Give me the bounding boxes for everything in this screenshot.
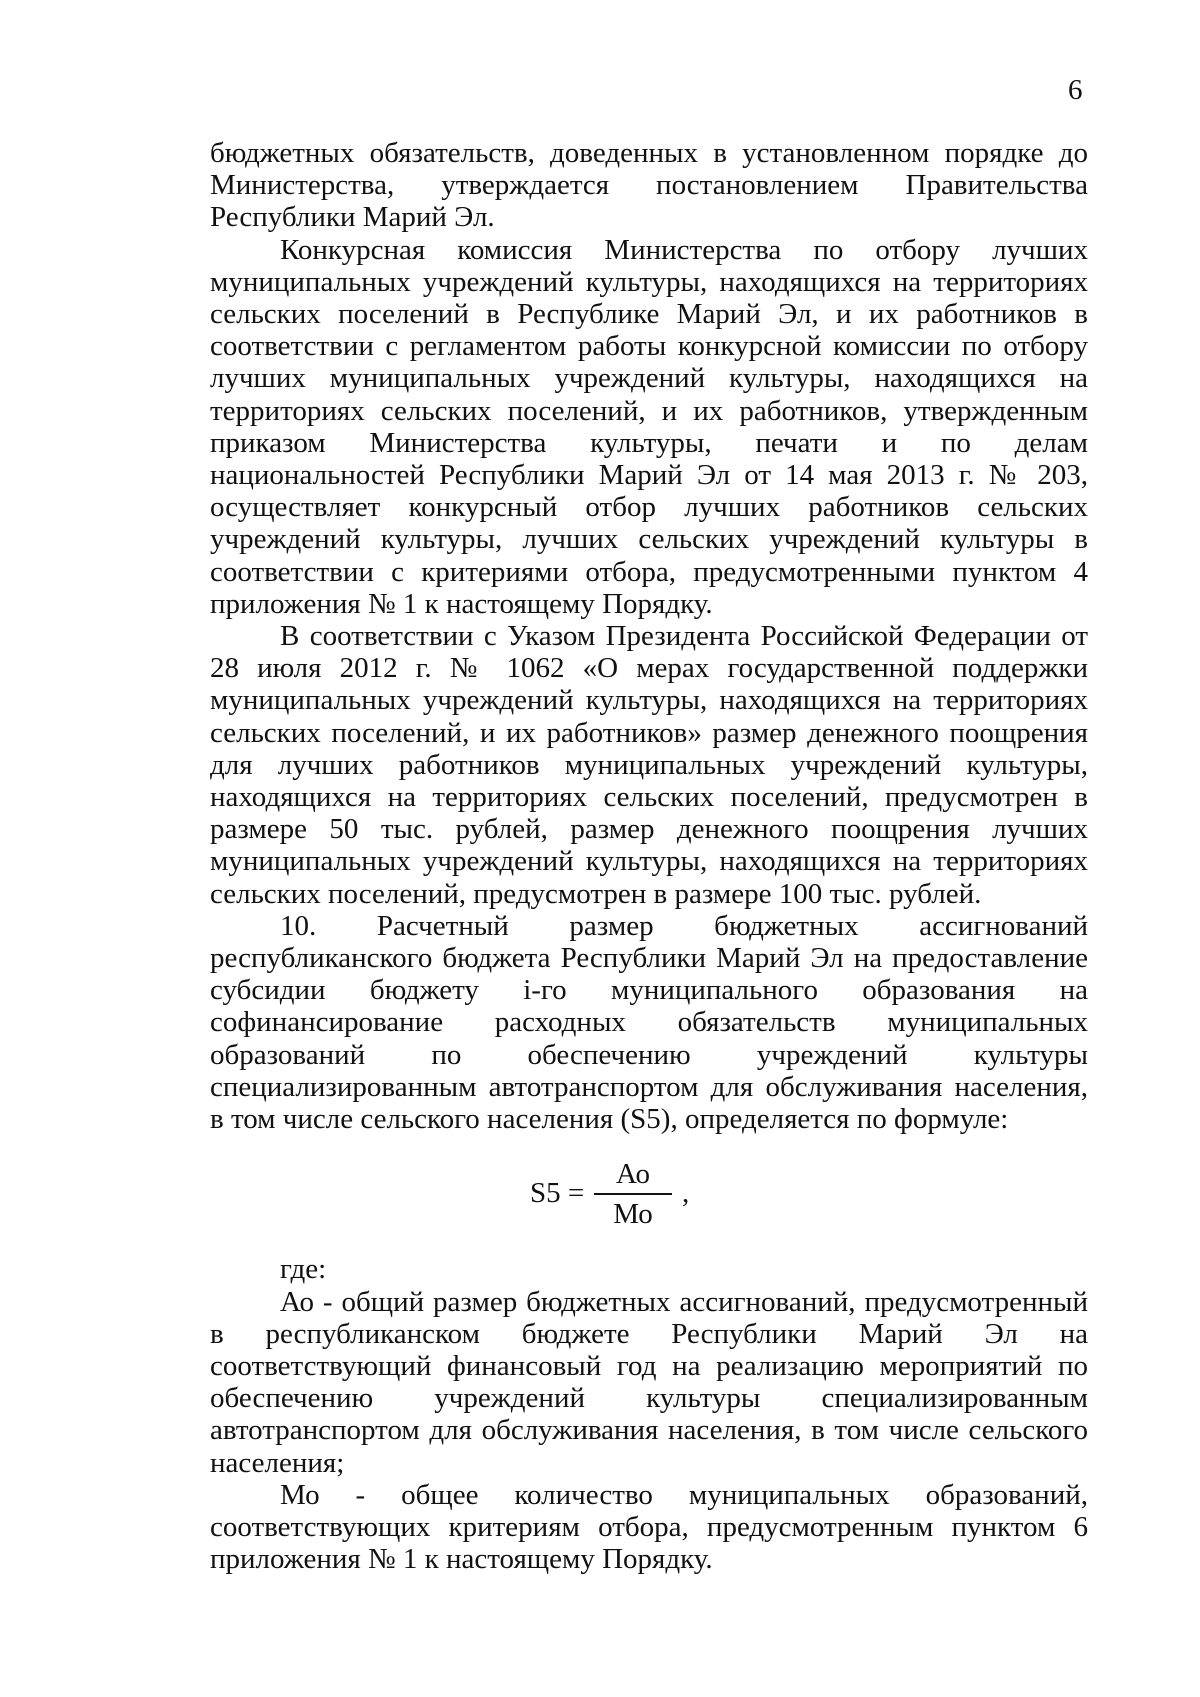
- formula-lhs: S5 =: [530, 1177, 585, 1210]
- page-number: 6: [1068, 74, 1083, 106]
- formula-comma: ,: [682, 1177, 690, 1210]
- formula-fraction: [592, 1157, 674, 1231]
- document-body: [210, 137, 1088, 1575]
- paragraph-commission: Конкурсная комиссия Министерства по отбору лучших муниципальных учреждений культуры, находящихся на территориях сельских поселений в Республике Марий Эл, и их работников в соответствии с регламентом работы конкурсной комиссии по отбору лучших муниципальных учреждений культуры, находящихся на территориях сельских поселений, и их работников, утвержденным приказом Министерства культуры, печати и по делам национальностей Республики Марий Эл от 14 мая 2013 г. № 203, осуществляет конкурсный отбор лучших работников сельских учреждений культуры, лучших сельских учреждений культуры в соответствии с критериями отбора, предусмотренными пунктом 4 приложения № 1 к настоящему Порядку.: [210, 233, 1088, 620]
- paragraph-decree: В соответствии с Указом Президента Российской Федерации от 28 июля 2012 г. № 1062 «О мерах государственной поддержки муниципальных учреждений культуры, находящихся на территориях сельских поселений, и их работников» размер денежного поощрения для лучших работников муниципальных учреждений культуры, находящихся на территориях сельских поселений, предусмотрен в размере 50 тыс. рублей, размер денежного поощрения лучших муниципальных учреждений культуры, находящихся на территориях сельских поселений, предусмотрен в размере 100 тыс. рублей.: [210, 620, 1088, 910]
- where-label: где:: [280, 1253, 327, 1286]
- paragraph-ao-definition: Ао - общий размер бюджетных ассигнований, предусмотренный в республиканском бюджете Республики Марий Эл на соответствующий финансовый год на реализацию мероприятий по обеспечению учреждений культуры специализированным автотранспортом для обслуживания населения, в том числе сельского населения;: [210, 1285, 1088, 1479]
- formula-numerator: Ао: [616, 1158, 650, 1191]
- formula-s5: [210, 1135, 1088, 1253]
- paragraph-item-10: 10. Расчетный размер бюджетных ассигнований республиканского бюджета Республики Марий Эл на предоставление субсидии бюджету i-го муниципального образования на софинансирование расходных обязательств муниципальных образований по обеспечению учреждений культуры специализированным автотранспортом для обслуживания населения, в том числе сельского населения (S5), определяется по формуле:: [210, 909, 1088, 1136]
- paragraph-mo-definition: Мо - общее количество муниципальных образований, соответствующих критериям отбора, предусмотренным пунктом 6 приложения № 1 к настоящему Порядку.: [210, 1478, 1088, 1576]
- paragraph-continuation: бюджетных обязательств, доведенных в установленном порядке до Министерства, утверждается постановлением Правительства Республики Марий Эл.: [210, 137, 1088, 234]
- formula-denominator: Мо: [613, 1198, 653, 1231]
